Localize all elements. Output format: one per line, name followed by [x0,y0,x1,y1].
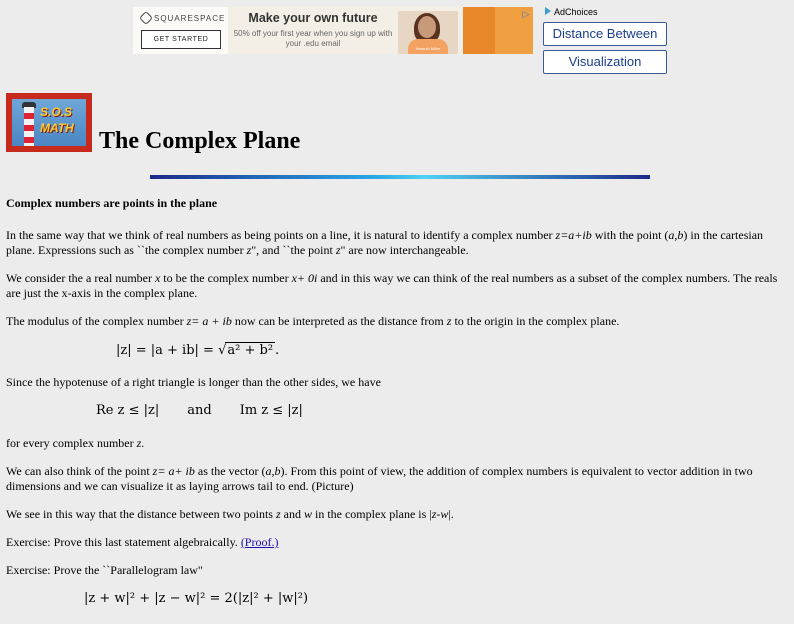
text: ", and ``the point [251,243,336,257]
ad-photo-caption: Hannah Miller [415,46,441,51]
paragraph-exercise-2: Exercise: Prove the ``Parallelogram law" [6,563,203,577]
math-inline: x [154,271,161,285]
paragraph-vector [6,464,794,494]
page-title: The Complex Plane [99,128,301,154]
ad-brand [141,13,225,23]
paragraph-identify [6,228,794,258]
text: as the vector ( [194,464,266,478]
math-inline: z= a+ ib [152,464,195,478]
paragraph-every [6,436,794,451]
ad-headline: Make your own future [248,11,378,25]
math-inline: z [446,314,452,328]
text: now can be interpreted as the distance from [231,314,447,328]
eq-text: and [187,403,212,418]
text: |. [448,507,454,521]
eq-text: Im z ≤ |z| [239,403,303,418]
adchoices-icon [545,7,551,15]
text: with the point ( [591,228,669,242]
math-inline: z [275,507,281,521]
math-inline: x+ 0i [291,271,318,285]
paragraph-exercise-1 [6,535,794,550]
adchoices-link[interactable] [545,7,598,17]
text: The modulus of the complex number [6,314,187,328]
equation-parallelogram: |z + w|² + |z − w|² = 2(|z|² + |w|²) [84,591,309,606]
math-inline: z [136,436,142,450]
equation-modulus [6,342,794,362]
adchoices-label: AdChoices [554,7,598,17]
text: in the complex plane is | [311,507,432,521]
ad-subtext: 50% off your first year when you sign up with your .edu email [233,29,393,48]
paragraph-modulus [6,314,794,329]
math-inline: a,b [668,228,684,242]
text: We see in this way that the distance between two points [6,507,276,521]
paragraph-hypotenuse: Since the hypotenuse of a right triangle is longer than the other sides, we have [6,375,381,389]
eq-text: . [275,343,280,358]
logo-text-top: S.O.S [40,105,73,119]
text: for every complex number [6,436,137,450]
text: " are now interchangeable. [340,243,469,257]
math-inline: z [335,243,341,257]
distance-between-button[interactable]: Distance Between [543,22,667,46]
sos-math-logo[interactable] [6,93,92,152]
text: We can also think of the point [6,464,153,478]
visualization-button[interactable]: Visualization [543,50,667,74]
text: and in this way we can think of the real numbers as a subset of the complex numbers. The reals are just the x-axis in the complex plane. [6,271,778,300]
squarespace-logo-icon [139,11,153,25]
paragraph-distance [6,507,794,522]
proof-link[interactable]: (Proof.) [240,535,279,549]
text: ) in the cartesian plane. Expressions such as ``the complex number [6,228,764,257]
lighthouse-icon [24,107,34,146]
math-inline: a,b [265,464,281,478]
logo-sky [12,99,86,146]
text: and [280,507,304,521]
ad-photo-face [418,16,436,38]
logo-text-bottom: MATH [40,121,74,135]
math-inline: z-w [431,507,449,521]
ad-get-started-button[interactable]: GET STARTED [141,30,221,49]
section-heading: Complex numbers are points in the plane [6,196,218,210]
article-body [6,196,794,624]
math-inline: z [246,243,252,257]
title-divider [150,175,650,179]
equation-inequalities [6,403,794,423]
text: ). From this point of view, the addition of complex numbers is equivalent to vector addition in two dimensions and we can visualize it as laying arrows tail to end. (Picture) [6,464,753,493]
text: to be the complex number [160,271,292,285]
text: We consider the a real number [6,271,155,285]
math-inline: z=a+ib [555,228,592,242]
ad-info-icon[interactable]: ▷ [522,9,530,19]
sqrt-icon: √ [218,343,227,358]
text: In the same way that we think of real numbers as being points on a line, it is natural to identify a complex number [6,228,556,242]
math-inline: z= a + ib [186,314,232,328]
ad-left-panel [133,7,228,54]
text: Exercise: Prove this last statement algebraically. [6,535,241,549]
paragraph-reals [6,271,794,301]
math-inline: w [303,507,312,521]
ad-brand-text: SQUARESPACE [154,14,226,23]
eq-text: Re z ≤ |z| [96,403,160,418]
ad-photo [398,11,458,54]
text: to the origin in the complex plane. [451,314,620,328]
eq-radicand: a² + b² [227,343,274,358]
text: . [141,436,145,450]
ad-banner[interactable] [133,7,533,54]
eq-text: |z| = |a + ib| = [116,343,219,358]
